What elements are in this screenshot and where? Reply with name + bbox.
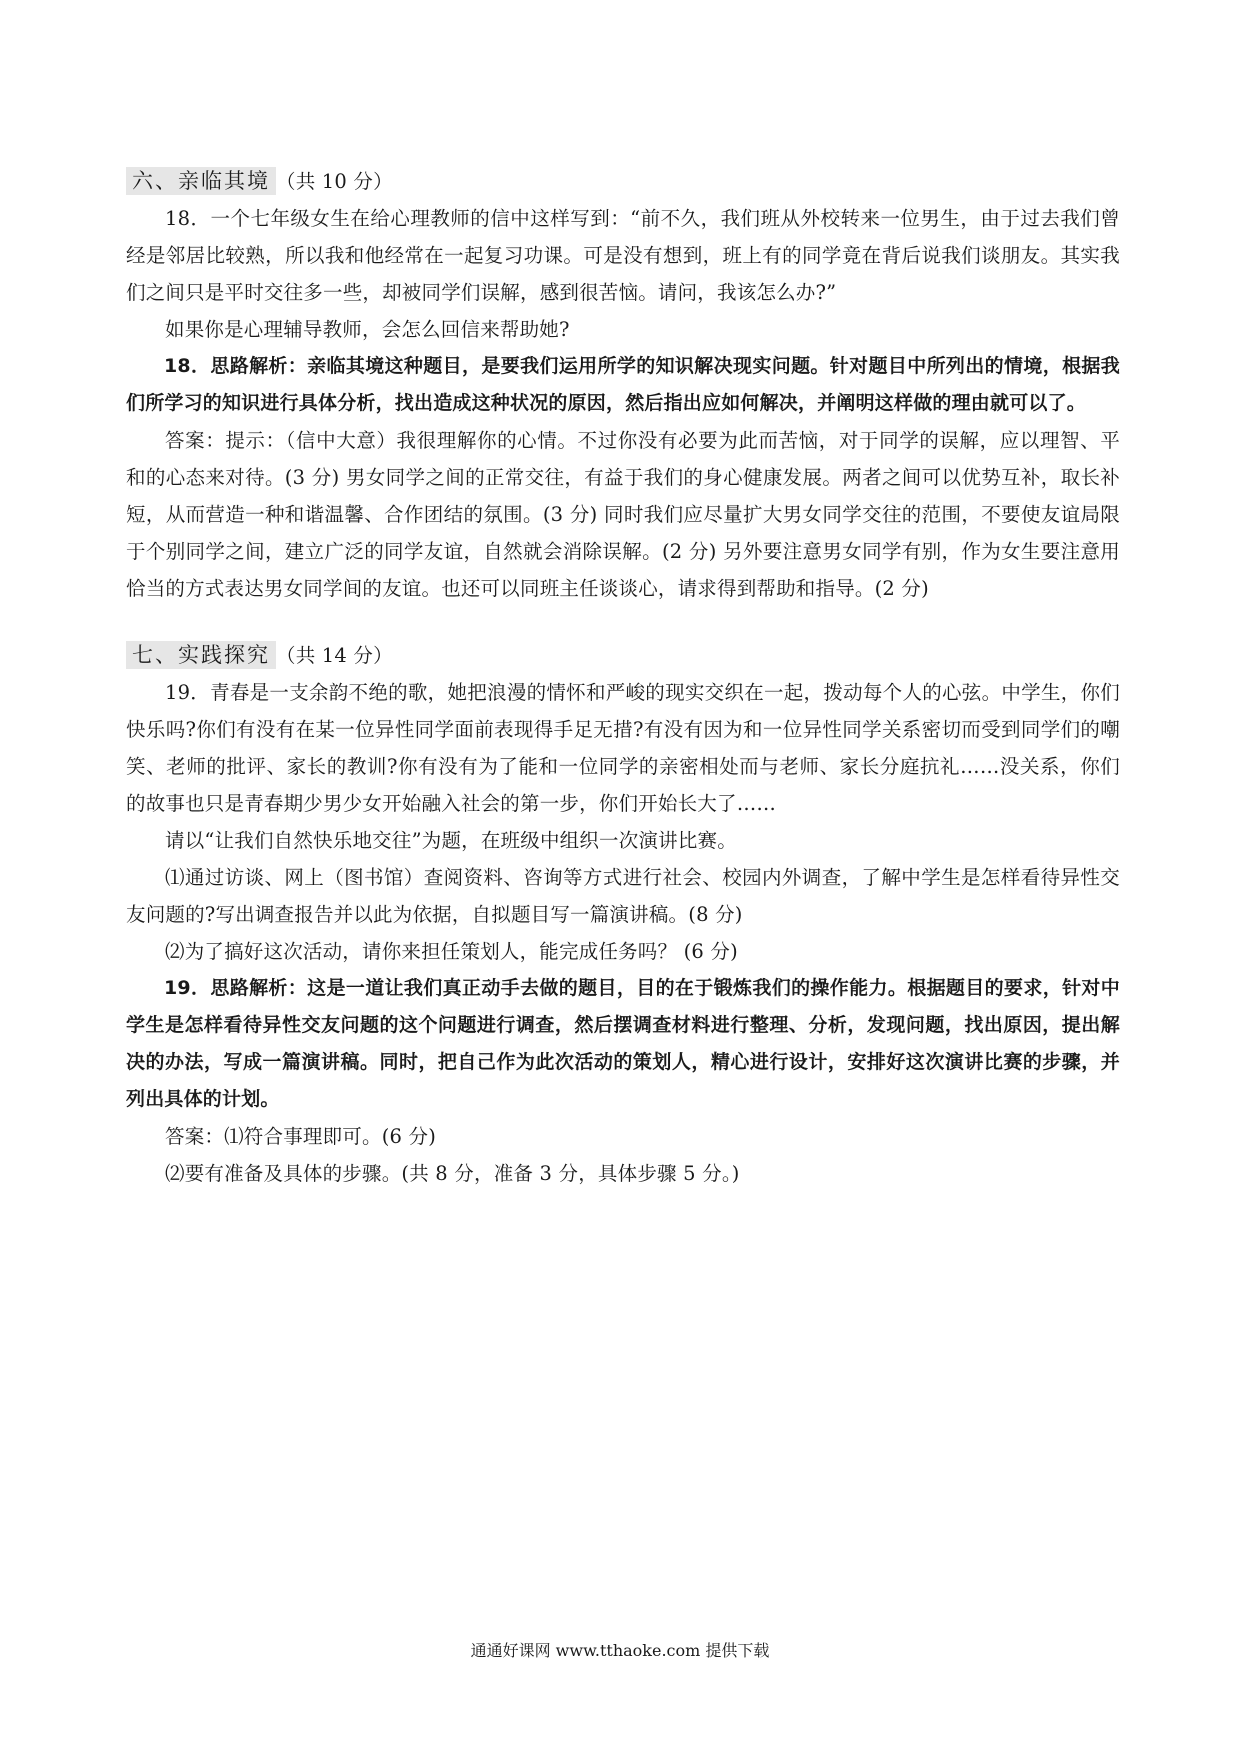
section-7-title: 七、实践探究	[126, 641, 276, 669]
question-18-answer: 答案：提示：（信中大意）我很理解你的心情。不过你没有必要为此而苦恼，对于同学的误解，应以理智、平和的心态来对待。(3 分) 男女同学之间的正常交往，有益于我们的身心健康发展。两者之间可以优势互补，取长补短，从而营造一种和谐温馨、合作团结的氛围。(3 分) 同时我们应尽量扩大男女同学交往的范围，不要使友谊局限于个别同学之间，建立广泛的同学友谊，自然就会消除误解。(2 分) 另外要注意男女同学有别，作为女生要注意用恰当的方式表达男女同学间的友谊。也还可以同班主任谈谈心，请求得到帮助和指导。(2 分)	[126, 429, 1120, 600]
section-7-points: （共 14 分）	[276, 644, 393, 667]
section-7-heading	[126, 637, 1120, 674]
question-19-answer-2: ⑵要有准备及具体的步骤。(共 8 分，准备 3 分，具体步骤 5 分。)	[165, 1162, 740, 1185]
section-6-points: （共 10 分）	[276, 170, 393, 193]
question-19: 19．青春是一支余韵不绝的歌，她把浪漫的情怀和严峻的现实交织在一起，拨动每个人的心弦。中学生，你们快乐吗?你们有没有在某一位异性同学面前表现得手足无措?有没有因为和一位异性同学关系密切而受到同学们的嘲笑、老师的批评、家长的教训?你有没有为了能和一位同学的亲密相处而与老师、家长分庭抗礼……没关系，你们的故事也只是青春期少男少女开始融入社会的第一步，你们开始长大了……	[126, 681, 1120, 815]
question-18-prompt: 如果你是心理辅导教师，会怎么回信来帮助她?	[165, 318, 570, 341]
question-19-sub-1: ⑴通过访谈、网上（图书馆）查阅资料、咨询等方式进行社会、校园内外调查，了解中学生是怎样看待异性交友问题的?写出调查报告并以此为依据，自拟题目写一篇演讲稿。(8 分)	[126, 866, 1120, 926]
page-footer: 通通好课网 www.tthaoke.com 提供下载	[470, 1641, 770, 1660]
question-19-sub-2: ⑵为了搞好这次活动，请你来担任策划人，能完成任务吗？ (6 分)	[165, 940, 738, 963]
question-19-answer-1: 答案：⑴符合事理即可。(6 分)	[165, 1125, 437, 1148]
question-18: 18．一个七年级女生在给心理教师的信中这样写到：“前不久，我们班从外校转来一位男生，由于过去我们曾经是邻居比较熟，所以我和他经常在一起复习功课。可是没有想到，班上有的同学竟在背后说我们谈朋友。其实我们之间只是平时交往多一些，却被同学们误解，感到很苦恼。请问，我该怎么办?”	[126, 207, 1120, 304]
question-19-analysis: 19．思路解析：这是一道让我们真正动手去做的题目，目的在于锻炼我们的操作能力。根据题目的要求，针对中学生是怎样看待异性交友问题的这个问题进行调查，然后摆调查材料进行整理、分析，发现问题，找出原因，提出解决的办法，写成一篇演讲稿。同时，把自己作为此次活动的策划人，精心进行设计，安排好这次演讲比赛的步骤，并列出具体的计划。	[126, 977, 1120, 1110]
section-6-heading	[126, 163, 1120, 200]
question-19-prompt: 请以“让我们自然快乐地交往”为题，在班级中组织一次演讲比赛。	[165, 829, 737, 852]
document-body	[126, 163, 1120, 1192]
section-6-title: 六、亲临其境	[126, 167, 276, 195]
question-18-analysis: 18．思路解析：亲临其境这种题目，是要我们运用所学的知识解决现实问题。针对题目中所列出的情境，根据我们所学习的知识进行具体分析，找出造成这种状况的原因，然后指出应如何解决，并阐明这样做的理由就可以了。	[126, 355, 1120, 414]
